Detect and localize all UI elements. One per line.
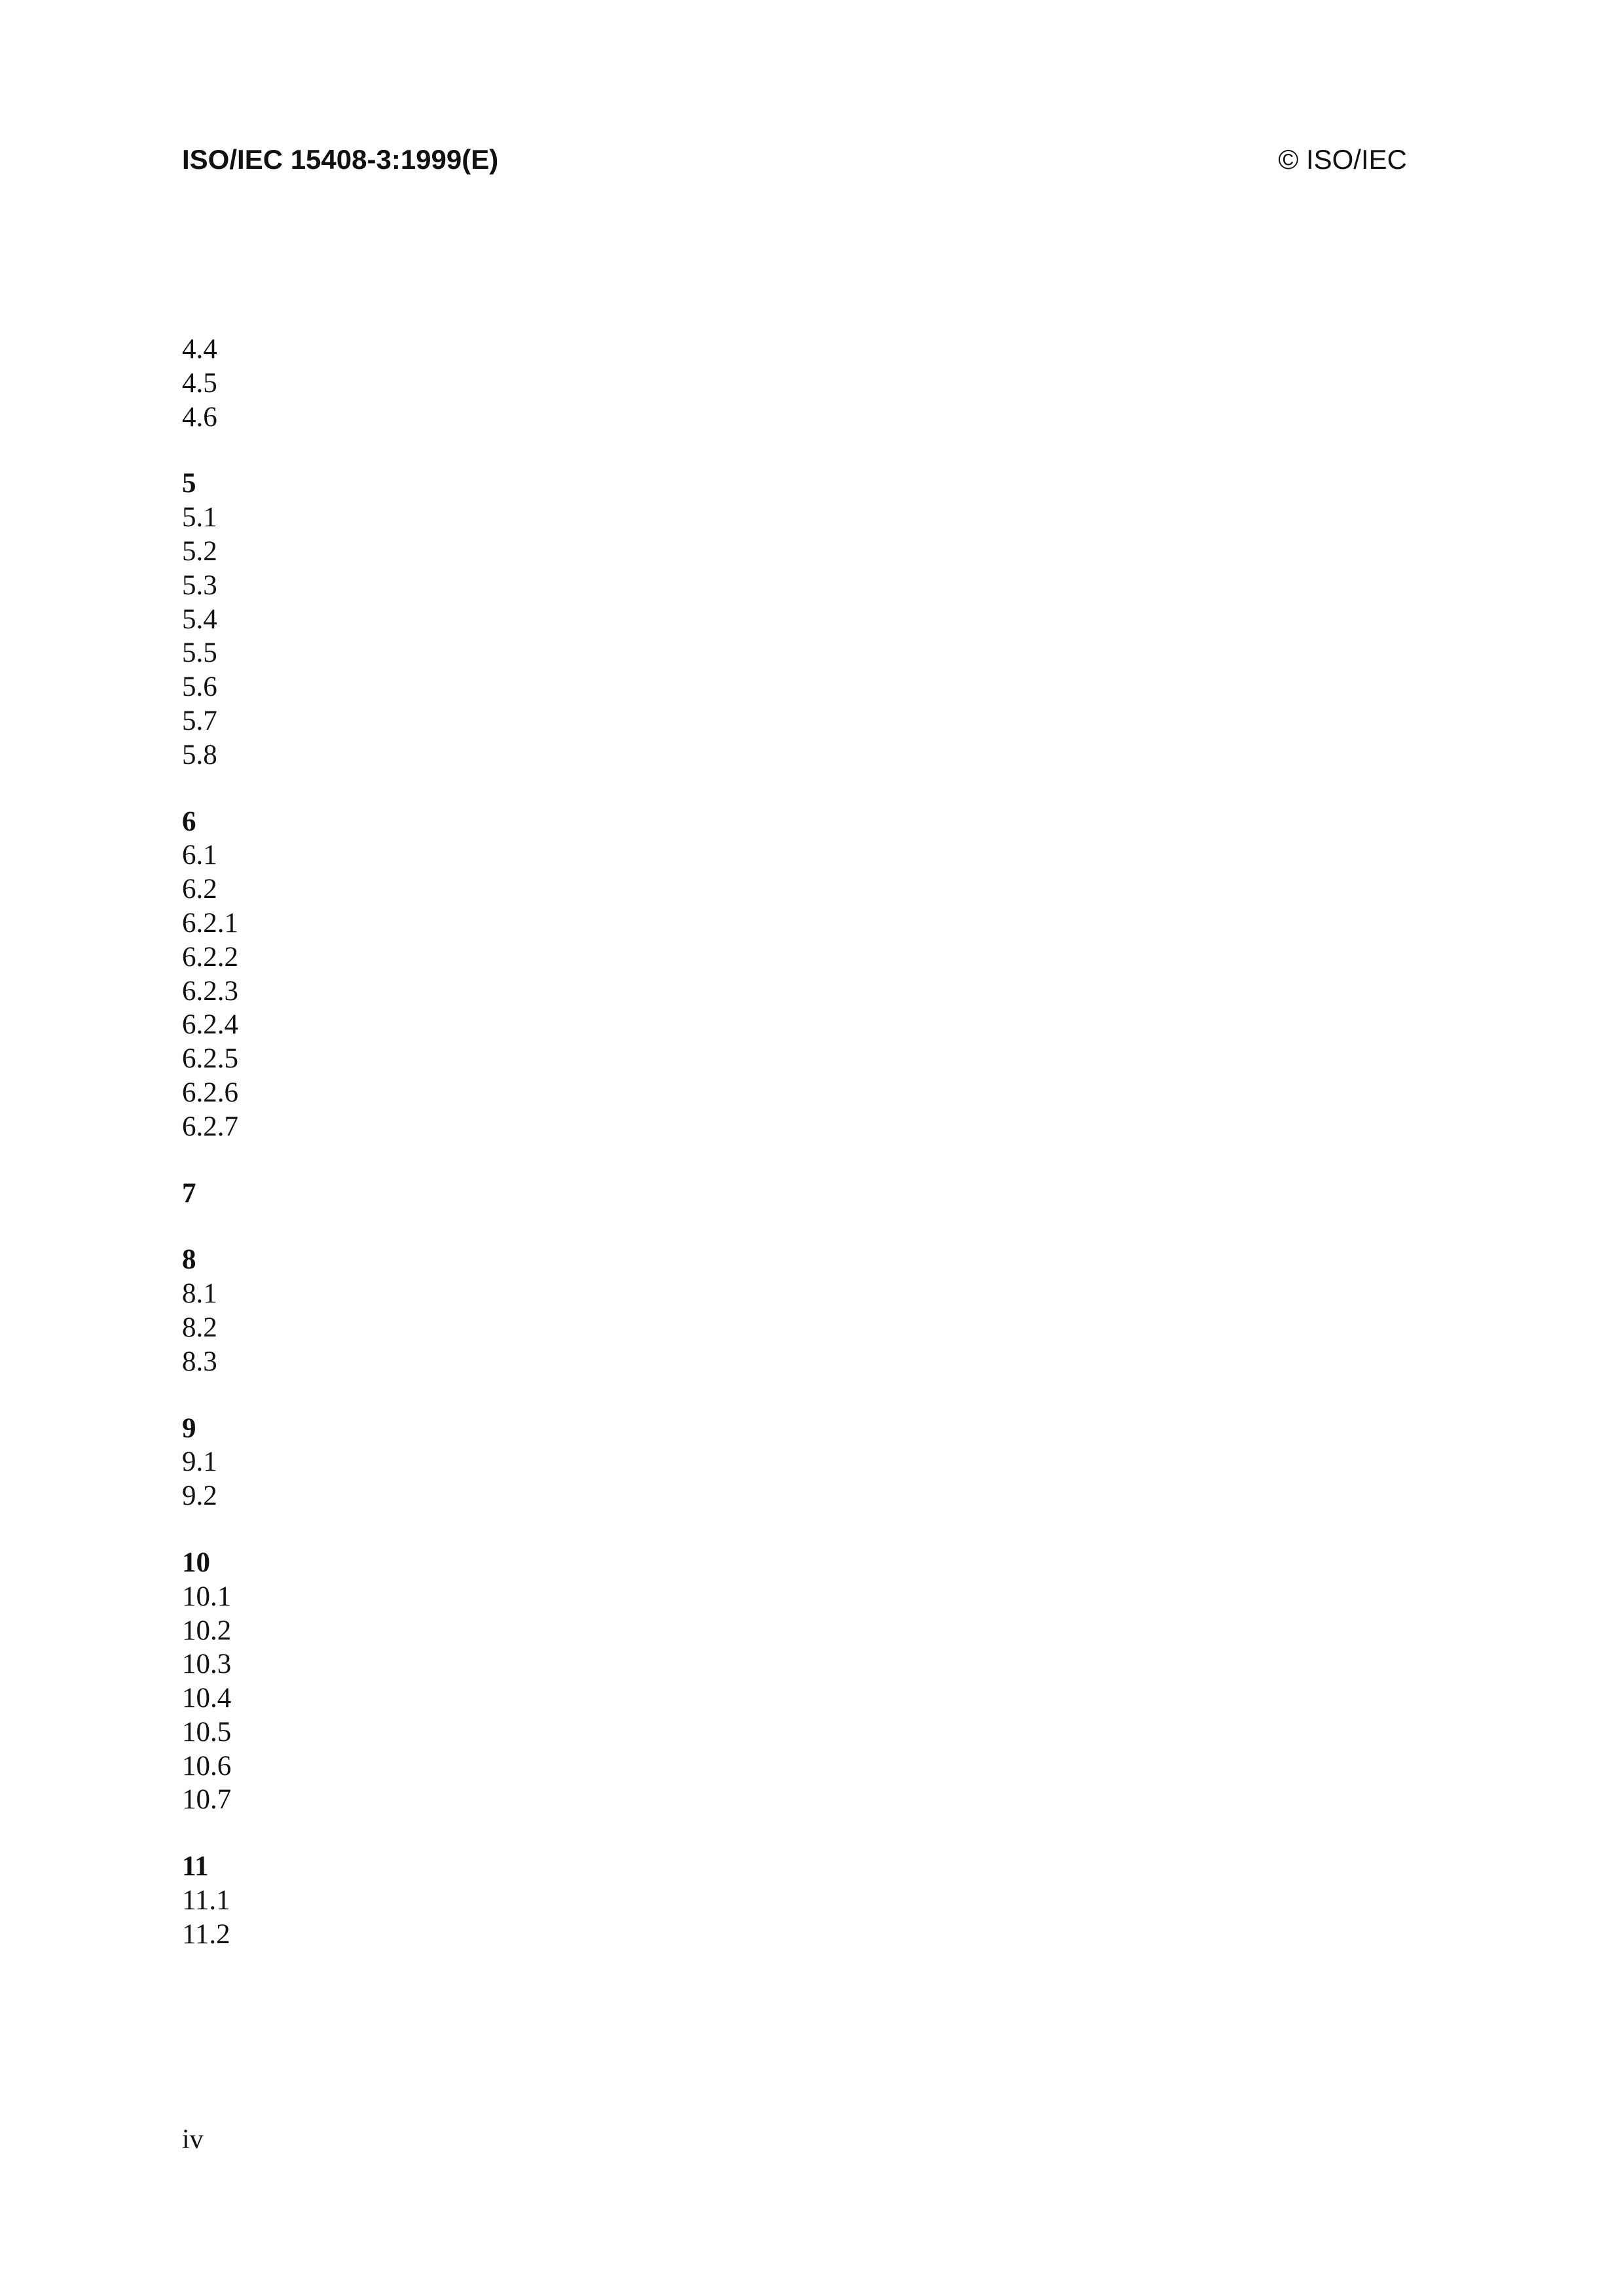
toc-section-number: 6.2.2: [182, 941, 238, 973]
toc-entry[interactable]: [182, 467, 1408, 501]
toc-entry[interactable]: [182, 501, 1408, 535]
toc-section-number: 5.7: [182, 705, 217, 736]
toc-entry[interactable]: [182, 1783, 1408, 1817]
toc-entry[interactable]: [182, 704, 1408, 738]
toc-entry[interactable]: [182, 805, 1408, 839]
toc-entry[interactable]: [182, 1110, 1408, 1144]
toc-entry[interactable]: [182, 401, 1408, 435]
toc-section-number: 5.6: [182, 672, 217, 703]
toc-entry[interactable]: [182, 1850, 1408, 1884]
toc-section-number: 6.1: [182, 840, 217, 871]
table-of-contents: [182, 332, 1408, 1952]
toc-entry[interactable]: [182, 838, 1408, 872]
toc-section-number: 6.2.3: [182, 975, 238, 1007]
toc-entry[interactable]: [182, 1177, 1408, 1211]
copyright-notice: © ISO/IEC: [1278, 144, 1407, 175]
toc-section-number: 5.4: [182, 603, 217, 635]
toc-section-number: 10.2: [182, 1615, 232, 1646]
toc-section-number: 11: [182, 1851, 209, 1882]
toc-entry[interactable]: [182, 738, 1408, 772]
toc-section-number: 5.8: [182, 739, 217, 770]
toc-entry[interactable]: [182, 975, 1408, 1009]
toc-section-number: 10: [182, 1547, 210, 1578]
toc-entry[interactable]: [182, 603, 1408, 637]
toc-entry[interactable]: [182, 1681, 1408, 1715]
toc-section-number: 5.2: [182, 535, 217, 567]
toc-entry[interactable]: [182, 1277, 1408, 1311]
toc-section-number: 6.2: [182, 874, 217, 905]
toc-section-number: 10.4: [182, 1683, 232, 1714]
toc-entry[interactable]: [182, 1243, 1408, 1277]
toc-section-number: 10.1: [182, 1581, 232, 1612]
toc-section-number: 6.2.7: [182, 1111, 238, 1142]
toc-section-number: 7: [182, 1177, 196, 1209]
toc-entry[interactable]: [182, 1076, 1408, 1110]
toc-section-number: 9.2: [182, 1480, 217, 1512]
toc-section-number: 10.5: [182, 1716, 232, 1748]
toc-section-number: 5: [182, 468, 196, 499]
toc-entry[interactable]: [182, 670, 1408, 704]
toc-entry[interactable]: [182, 941, 1408, 975]
toc-section-number: 10.3: [182, 1649, 232, 1680]
toc-section-number: 8.2: [182, 1312, 217, 1343]
toc-section-number: 10.6: [182, 1750, 232, 1782]
toc-entry[interactable]: [182, 535, 1408, 569]
toc-section-number: 11.1: [182, 1885, 230, 1916]
toc-section-number: 10.7: [182, 1784, 232, 1816]
toc-entry[interactable]: [182, 1311, 1408, 1345]
toc-entry[interactable]: [182, 1042, 1408, 1076]
toc-entry[interactable]: [182, 367, 1408, 401]
toc-section-number: 4.6: [182, 401, 217, 433]
toc-section-number: 6.2.1: [182, 907, 238, 939]
toc-entry[interactable]: [182, 1345, 1408, 1379]
toc-entry[interactable]: [182, 1647, 1408, 1681]
toc-section-number: 6.2.5: [182, 1043, 238, 1075]
toc-section-number: 4.5: [182, 367, 217, 399]
toc-section-number: 5.5: [182, 637, 217, 669]
toc-section-number: 6.2.6: [182, 1077, 238, 1108]
page-header: [182, 144, 1407, 183]
toc-entry[interactable]: [182, 1614, 1408, 1648]
toc-section-number: 8.1: [182, 1278, 217, 1310]
toc-entry[interactable]: [182, 636, 1408, 670]
toc-section-number: 9.1: [182, 1446, 217, 1478]
toc-entry[interactable]: [182, 1749, 1408, 1784]
toc-section-number: 6.2.4: [182, 1009, 238, 1041]
toc-section-number: 6: [182, 806, 196, 837]
toc-entry[interactable]: [182, 332, 1408, 367]
toc-entry[interactable]: [182, 1715, 1408, 1749]
toc-section-number: 8: [182, 1244, 196, 1276]
toc-section-number: 11.2: [182, 1918, 230, 1950]
toc-entry[interactable]: [182, 872, 1408, 906]
toc-section-number: 9: [182, 1412, 196, 1444]
toc-entry[interactable]: [182, 1580, 1408, 1614]
toc-section-number: 8.3: [182, 1346, 217, 1377]
toc-entry[interactable]: [182, 1008, 1408, 1042]
toc-entry[interactable]: [182, 1918, 1408, 1952]
document-id: ISO/IEC 15408-3:1999(E): [182, 144, 499, 175]
toc-entry[interactable]: [182, 1546, 1408, 1580]
toc-entry[interactable]: [182, 1884, 1408, 1918]
toc-entry[interactable]: [182, 569, 1408, 603]
toc-entry[interactable]: [182, 1479, 1408, 1513]
page-number: iv: [182, 2125, 204, 2155]
toc-section-number: 5.3: [182, 569, 217, 601]
toc-entry[interactable]: [182, 1412, 1408, 1446]
toc-section-number: 5.1: [182, 502, 217, 533]
toc-entry[interactable]: [182, 906, 1408, 941]
toc-entry[interactable]: [182, 1445, 1408, 1479]
toc-section-number: 4.4: [182, 334, 217, 365]
